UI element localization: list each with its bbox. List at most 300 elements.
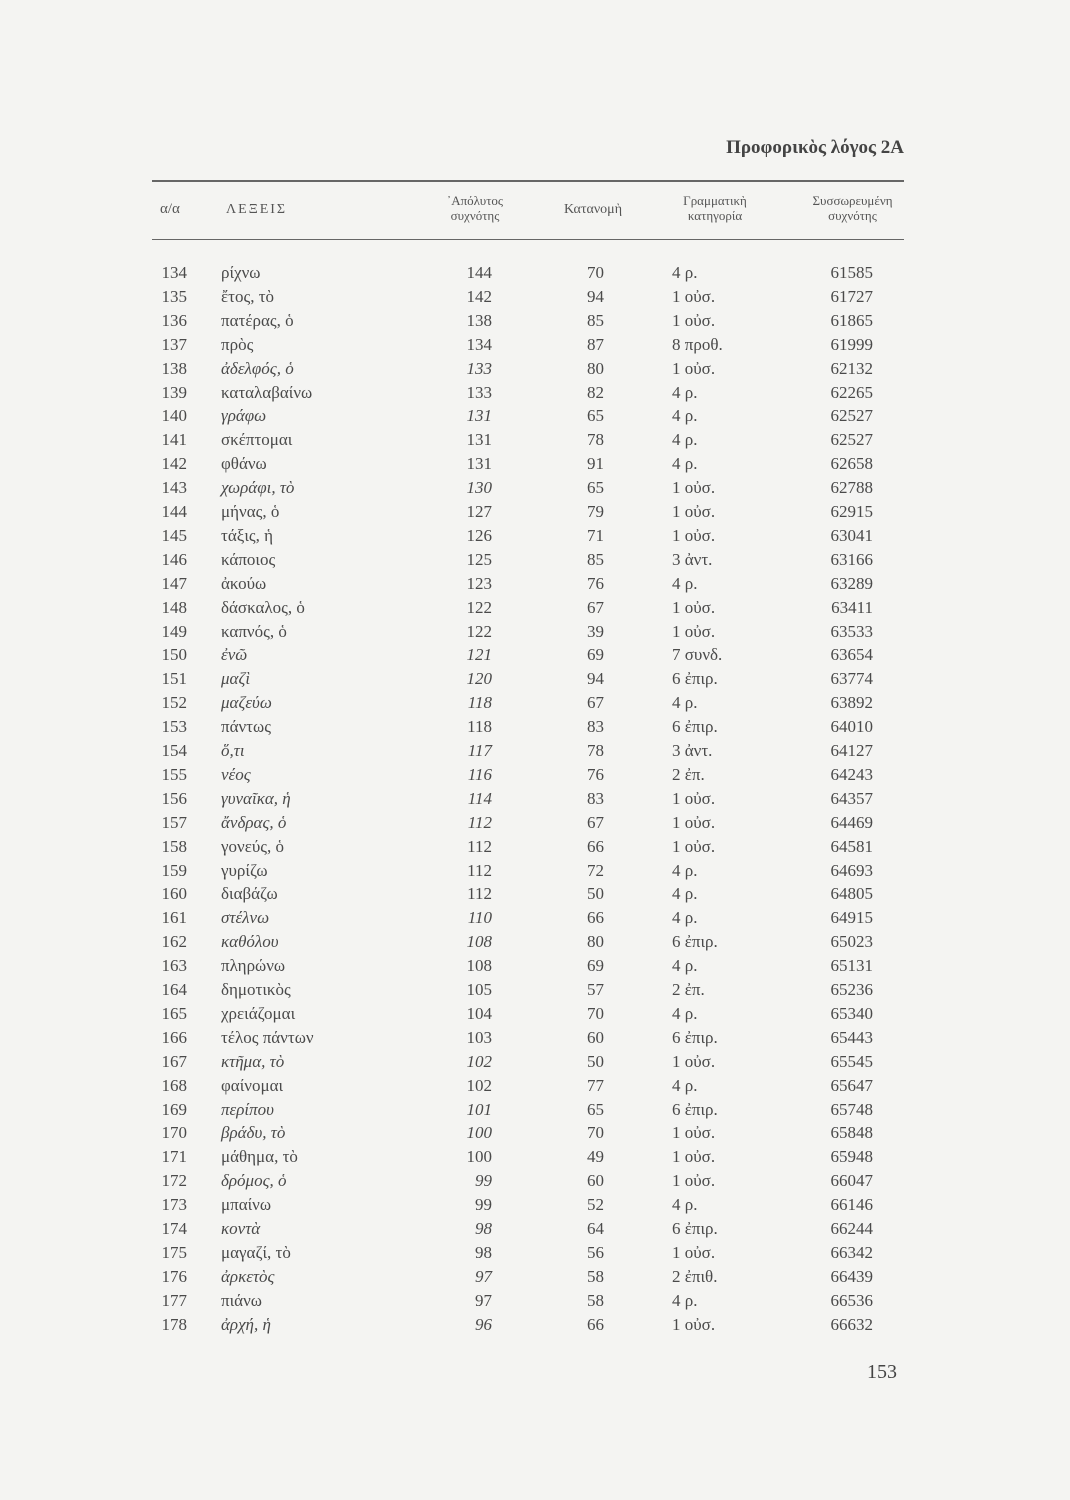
table-row (0, 404, 1070, 428)
row-word: χρειάζομαι (221, 1003, 296, 1023)
header-index: α/α (160, 201, 180, 217)
row-grammatical-category: 1 οὐσ. (672, 812, 716, 832)
row-cumulative-frequency: 65848 (830, 1123, 873, 1143)
row-index: 143 (161, 478, 187, 498)
row-cumulative-frequency: 65236 (830, 980, 873, 999)
row-word: ἄνδρας, ὁ (221, 812, 287, 832)
row-absolute-frequency: 112 (467, 884, 492, 904)
row-distribution: 67 (587, 597, 604, 617)
row-cumulative-frequency: 66536 (830, 1290, 873, 1310)
row-distribution: 65 (587, 406, 604, 426)
row-grammatical-category: 6 ἐπιρ. (672, 1027, 718, 1047)
row-cumulative-frequency: 61999 (830, 334, 873, 354)
row-index: 175 (161, 1242, 187, 1262)
row-grammatical-category: 1 οὐσ. (672, 1171, 716, 1191)
row-word: ἀδελφός, ὁ (221, 358, 294, 378)
row-absolute-frequency: 96 (475, 1314, 492, 1334)
table-header-rule (152, 239, 904, 240)
table-row (0, 811, 1070, 835)
table-row (0, 596, 1070, 620)
row-absolute-frequency: 118 (467, 693, 492, 713)
table-row (0, 643, 1070, 667)
table-row (0, 667, 1070, 691)
row-absolute-frequency: 98 (475, 1219, 492, 1238)
row-grammatical-category: 3 ἀντ. (672, 549, 713, 569)
row-grammatical-category: 4 ρ. (672, 1290, 698, 1310)
row-index: 178 (161, 1314, 187, 1334)
row-index: 139 (161, 382, 187, 402)
row-absolute-frequency: 123 (466, 573, 492, 593)
row-cumulative-frequency: 62915 (830, 502, 873, 521)
row-distribution: 78 (587, 741, 604, 760)
row-index: 156 (161, 788, 187, 808)
row-absolute-frequency: 97 (475, 1290, 492, 1310)
row-cumulative-frequency: 66632 (830, 1314, 873, 1334)
row-word: ἀρχή, ἡ (221, 1314, 271, 1334)
page-number: 153 (867, 1361, 897, 1383)
row-word: πληρώνω (221, 956, 286, 976)
row-absolute-frequency: 122 (466, 597, 492, 617)
row-grammatical-category: 7 συνδ. (672, 645, 723, 665)
row-cumulative-frequency: 62132 (830, 358, 873, 378)
row-cumulative-frequency: 64010 (830, 717, 873, 737)
row-cumulative-frequency: 66146 (830, 1195, 873, 1215)
row-cumulative-frequency: 61865 (830, 310, 873, 330)
row-absolute-frequency: 108 (466, 956, 492, 976)
row-index: 172 (161, 1171, 187, 1191)
row-absolute-frequency: 112 (467, 812, 492, 832)
header-absolute-frequency (425, 193, 525, 223)
row-absolute-frequency: 130 (466, 478, 492, 498)
row-grammatical-category: 1 οὐσ. (672, 1123, 716, 1143)
row-distribution: 80 (587, 358, 604, 378)
row-absolute-frequency: 127 (466, 502, 492, 521)
table-row (0, 1217, 1070, 1241)
row-cumulative-frequency: 66439 (830, 1266, 873, 1286)
row-distribution: 70 (587, 263, 604, 282)
row-word: δημοτικὸς (221, 980, 291, 999)
row-distribution: 70 (587, 1123, 604, 1143)
table-row (0, 859, 1070, 883)
row-cumulative-frequency: 63533 (830, 621, 873, 641)
row-index: 147 (161, 573, 187, 593)
header-absolute-frequency-line1: ᾿Απόλυτος (446, 193, 504, 208)
header-cumulative-frequency-line2: συχνότης (828, 208, 877, 223)
table-row (0, 787, 1070, 811)
row-absolute-frequency: 134 (466, 334, 492, 354)
table-row (0, 357, 1070, 381)
row-word: γονεύς, ὁ (221, 836, 284, 856)
row-distribution: 49 (587, 1147, 604, 1167)
row-absolute-frequency: 142 (466, 286, 492, 306)
row-grammatical-category: 4 ρ. (672, 454, 698, 474)
row-absolute-frequency: 100 (466, 1123, 492, 1143)
row-absolute-frequency: 114 (467, 788, 492, 808)
row-distribution: 65 (587, 1099, 604, 1119)
header-grammatical-category-line1: Γραμματικὴ (683, 193, 747, 208)
row-cumulative-frequency: 64469 (830, 812, 873, 832)
row-index: 161 (161, 908, 187, 928)
row-index: 157 (161, 812, 187, 832)
table-row (0, 1026, 1070, 1050)
table-row (0, 381, 1070, 405)
row-word: μπαίνω (221, 1195, 272, 1215)
row-grammatical-category: 1 οὐσ. (672, 788, 716, 808)
row-grammatical-category: 4 ρ. (672, 382, 698, 402)
header-grammatical-category-line2: κατηγορία (687, 208, 743, 223)
running-head: Προφορικὸς λόγος 2Α (726, 137, 904, 158)
row-index: 151 (161, 669, 187, 689)
row-grammatical-category: 8 προθ. (672, 334, 723, 354)
row-word: ἔτος, τὸ (221, 286, 275, 306)
row-index: 165 (161, 1003, 187, 1023)
row-word: σκέπτομαι (221, 430, 293, 450)
row-grammatical-category: 2 ἐπ. (672, 980, 705, 999)
row-cumulative-frequency: 66342 (830, 1242, 873, 1262)
table-row (0, 333, 1070, 357)
row-word: χωράφι, τὸ (221, 478, 295, 498)
row-word: βράδυ, τὸ (221, 1123, 286, 1143)
row-grammatical-category: 4 ρ. (672, 430, 698, 450)
row-grammatical-category: 2 ἐπιθ. (672, 1266, 718, 1286)
row-grammatical-category: 4 ρ. (672, 406, 698, 426)
row-cumulative-frequency: 64693 (830, 860, 873, 880)
row-grammatical-category: 3 ἀντ. (672, 741, 713, 760)
row-cumulative-frequency: 64805 (830, 884, 873, 904)
row-index: 142 (161, 454, 187, 474)
header-cumulative-frequency-line1: Συσσωρευμένη (812, 193, 893, 208)
row-cumulative-frequency: 63774 (830, 669, 873, 689)
row-cumulative-frequency: 63166 (830, 549, 873, 569)
table-row (0, 691, 1070, 715)
row-distribution: 50 (587, 884, 604, 904)
row-index: 134 (161, 263, 187, 282)
row-distribution: 69 (587, 956, 604, 976)
table-row (0, 524, 1070, 548)
row-word: καταλαβαίνω (221, 382, 313, 402)
table-row (0, 1074, 1070, 1098)
row-cumulative-frequency: 63041 (830, 525, 873, 545)
row-word: κτῆμα, τὸ (221, 1051, 285, 1071)
table-row (0, 500, 1070, 524)
row-cumulative-frequency: 64357 (830, 788, 873, 808)
row-distribution: 58 (587, 1290, 604, 1310)
row-distribution: 76 (587, 764, 604, 784)
row-grammatical-category: 6 ἐπιρ. (672, 1099, 718, 1119)
table-row (0, 1265, 1070, 1289)
row-cumulative-frequency: 61727 (830, 286, 873, 306)
row-word: φαίνομαι (221, 1075, 284, 1095)
table-row (0, 620, 1070, 644)
row-distribution: 87 (587, 334, 604, 354)
row-distribution: 60 (587, 1027, 604, 1047)
row-word: κάποιος (221, 549, 276, 569)
table-row (0, 1002, 1070, 1026)
row-absolute-frequency: 100 (466, 1147, 492, 1167)
row-word: τάξις, ἡ (221, 525, 274, 545)
row-absolute-frequency: 116 (467, 764, 492, 784)
table-row (0, 428, 1070, 452)
row-grammatical-category: 1 οὐσ. (672, 358, 716, 378)
row-distribution: 69 (587, 645, 604, 665)
row-absolute-frequency: 105 (466, 980, 492, 999)
table-top-rule (152, 180, 904, 182)
row-grammatical-category: 1 οὐσ. (672, 836, 716, 856)
row-absolute-frequency: 101 (466, 1099, 492, 1119)
row-cumulative-frequency: 62658 (830, 454, 873, 474)
row-distribution: 78 (587, 430, 604, 450)
table-row (0, 1098, 1070, 1122)
row-grammatical-category: 4 ρ. (672, 884, 698, 904)
row-word: στέλνω (221, 908, 270, 928)
row-index: 153 (161, 717, 187, 737)
row-word: πάντως (221, 717, 271, 737)
table-row (0, 882, 1070, 906)
row-word: μάθημα, τὸ (221, 1147, 298, 1167)
table-row (0, 930, 1070, 954)
row-distribution: 60 (587, 1171, 604, 1191)
row-distribution: 67 (587, 693, 604, 713)
row-grammatical-category: 4 ρ. (672, 573, 698, 593)
row-grammatical-category: 1 οὐσ. (672, 502, 716, 521)
row-word: μαγαζί, τὸ (221, 1242, 291, 1262)
table-row (0, 1193, 1070, 1217)
row-distribution: 64 (587, 1219, 604, 1238)
table-row (0, 739, 1070, 763)
row-index: 135 (161, 286, 187, 306)
row-index: 145 (161, 525, 187, 545)
row-index: 137 (161, 334, 187, 354)
row-grammatical-category: 4 ρ. (672, 860, 698, 880)
table-row (0, 715, 1070, 739)
row-grammatical-category: 4 ρ. (672, 263, 698, 282)
row-absolute-frequency: 125 (466, 549, 492, 569)
row-grammatical-category: 6 ἐπιρ. (672, 1219, 718, 1238)
row-absolute-frequency: 120 (466, 669, 492, 689)
table-row (0, 1289, 1070, 1313)
row-word: καθόλου (221, 932, 279, 952)
row-grammatical-category: 1 οὐσ. (672, 597, 716, 617)
row-index: 158 (161, 836, 187, 856)
row-distribution: 85 (587, 310, 604, 330)
table-row (0, 835, 1070, 859)
row-word: περίπου (221, 1099, 274, 1119)
row-word: πατέρας, ὁ (221, 310, 294, 330)
row-distribution: 65 (587, 478, 604, 498)
row-distribution: 83 (587, 717, 604, 737)
row-grammatical-category: 1 οὐσ. (672, 1314, 716, 1334)
row-grammatical-category: 1 οὐσ. (672, 621, 716, 641)
row-distribution: 91 (587, 454, 604, 474)
row-absolute-frequency: 133 (466, 382, 492, 402)
row-index: 136 (161, 310, 187, 330)
row-absolute-frequency: 112 (467, 860, 492, 880)
row-distribution: 83 (587, 788, 604, 808)
header-distribution: Κατανομὴ (563, 202, 623, 217)
row-cumulative-frequency: 64243 (830, 764, 873, 784)
row-index: 155 (161, 764, 187, 784)
row-absolute-frequency: 98 (475, 1242, 492, 1262)
table-row (0, 763, 1070, 787)
row-grammatical-category: 6 ἐπιρ. (672, 717, 718, 737)
row-absolute-frequency: 97 (475, 1266, 492, 1286)
row-distribution: 39 (587, 621, 604, 641)
row-absolute-frequency: 102 (466, 1051, 492, 1071)
row-index: 140 (161, 406, 187, 426)
row-grammatical-category: 6 ἐπιρ. (672, 669, 718, 689)
row-absolute-frequency: 110 (467, 908, 492, 928)
row-cumulative-frequency: 65443 (830, 1027, 873, 1047)
row-grammatical-category: 4 ρ. (672, 1003, 698, 1023)
row-cumulative-frequency: 65647 (830, 1075, 873, 1095)
row-word: ρίχνω (221, 263, 261, 282)
table-row (0, 548, 1070, 572)
row-distribution: 79 (587, 502, 604, 521)
row-grammatical-category: 6 ἐπιρ. (672, 932, 718, 952)
row-distribution: 77 (587, 1075, 604, 1095)
row-absolute-frequency: 117 (467, 741, 492, 760)
row-word: πρὸς (221, 334, 254, 354)
row-cumulative-frequency: 64581 (830, 836, 873, 856)
row-word: φθάνω (221, 454, 267, 474)
row-cumulative-frequency: 61585 (830, 263, 873, 282)
table-row (0, 1121, 1070, 1145)
row-word: γυναῖκα, ἡ (221, 788, 291, 808)
table-row (0, 1241, 1070, 1265)
row-index: 171 (161, 1147, 187, 1167)
row-index: 160 (161, 884, 187, 904)
row-grammatical-category: 1 οὐσ. (672, 525, 716, 545)
row-word: διαβάζω (221, 884, 278, 904)
row-distribution: 52 (587, 1195, 604, 1215)
row-absolute-frequency: 121 (466, 645, 492, 665)
row-grammatical-category: 1 οὐσ. (672, 1147, 716, 1167)
row-cumulative-frequency: 62265 (830, 382, 873, 402)
table-row (0, 452, 1070, 476)
row-cumulative-frequency: 64915 (830, 908, 873, 928)
row-index: 177 (161, 1290, 187, 1310)
row-word: καπνός, ὁ (221, 621, 287, 641)
row-grammatical-category: 4 ρ. (672, 693, 698, 713)
row-index: 174 (161, 1219, 187, 1238)
row-distribution: 71 (587, 525, 604, 545)
row-absolute-frequency: 103 (466, 1027, 492, 1047)
row-distribution: 80 (587, 932, 604, 952)
row-index: 141 (161, 430, 187, 450)
row-cumulative-frequency: 65948 (830, 1147, 873, 1167)
row-absolute-frequency: 126 (466, 525, 492, 545)
row-distribution: 57 (587, 980, 604, 999)
row-index: 154 (161, 741, 187, 760)
row-cumulative-frequency: 66244 (830, 1219, 873, 1238)
row-grammatical-category: 1 οὐσ. (672, 310, 716, 330)
row-distribution: 72 (587, 860, 604, 880)
row-word: ἀκούω (221, 573, 267, 593)
row-cumulative-frequency: 65131 (830, 956, 873, 976)
row-absolute-frequency: 99 (475, 1195, 492, 1215)
row-word: γράφω (221, 406, 267, 426)
row-distribution: 66 (587, 1314, 604, 1334)
row-cumulative-frequency: 63892 (830, 693, 873, 713)
row-distribution: 94 (587, 669, 604, 689)
row-absolute-frequency: 131 (466, 406, 492, 426)
row-absolute-frequency: 122 (466, 621, 492, 641)
row-absolute-frequency: 108 (466, 932, 492, 952)
row-cumulative-frequency: 66047 (830, 1171, 873, 1191)
row-cumulative-frequency: 62527 (830, 406, 873, 426)
table-row (0, 572, 1070, 596)
row-distribution: 82 (587, 382, 604, 402)
row-distribution: 66 (587, 836, 604, 856)
row-cumulative-frequency: 64127 (830, 741, 873, 760)
row-cumulative-frequency: 65545 (830, 1051, 873, 1071)
row-index: 166 (161, 1027, 187, 1047)
row-index: 148 (161, 597, 187, 617)
row-grammatical-category: 4 ρ. (672, 1195, 698, 1215)
row-distribution: 67 (587, 812, 604, 832)
table-row (0, 285, 1070, 309)
row-word: τέλος πάντων (221, 1027, 314, 1047)
table-row (0, 309, 1070, 333)
row-cumulative-frequency: 63654 (830, 645, 873, 665)
row-word: μήνας, ὁ (221, 502, 280, 521)
row-index: 162 (161, 932, 187, 952)
table-row (0, 1050, 1070, 1074)
header-cumulative-frequency (795, 193, 910, 223)
row-index: 169 (161, 1099, 187, 1119)
row-word: ἐνῶ (221, 645, 248, 665)
row-absolute-frequency: 99 (475, 1171, 492, 1191)
table-row (0, 476, 1070, 500)
row-index: 176 (161, 1266, 187, 1286)
row-index: 168 (161, 1075, 187, 1095)
row-index: 150 (161, 645, 187, 665)
table-row (0, 1169, 1070, 1193)
row-word: νέος (221, 764, 251, 784)
row-absolute-frequency: 131 (466, 430, 492, 450)
row-cumulative-frequency: 65340 (830, 1003, 873, 1023)
row-distribution: 94 (587, 286, 604, 306)
row-distribution: 58 (587, 1266, 604, 1286)
row-word: κοντὰ (221, 1219, 261, 1238)
table-row (0, 906, 1070, 930)
row-index: 163 (161, 956, 187, 976)
row-index: 144 (161, 502, 187, 521)
row-index: 164 (161, 980, 187, 999)
row-distribution: 50 (587, 1051, 604, 1071)
row-cumulative-frequency: 63411 (831, 597, 873, 617)
row-index: 138 (161, 358, 187, 378)
row-grammatical-category: 1 οὐσ. (672, 1051, 716, 1071)
row-word: πιάνω (221, 1290, 262, 1310)
row-cumulative-frequency: 65023 (830, 932, 873, 952)
row-absolute-frequency: 131 (466, 454, 492, 474)
row-absolute-frequency: 144 (466, 263, 492, 282)
row-grammatical-category: 2 ἐπ. (672, 764, 705, 784)
row-grammatical-category: 1 οὐσ. (672, 1242, 716, 1262)
row-grammatical-category: 4 ρ. (672, 908, 698, 928)
row-index: 167 (161, 1051, 187, 1071)
row-cumulative-frequency: 65748 (830, 1099, 873, 1119)
table-row (0, 954, 1070, 978)
row-grammatical-category: 1 οὐσ. (672, 478, 716, 498)
row-absolute-frequency: 112 (467, 836, 492, 856)
row-cumulative-frequency: 63289 (830, 573, 873, 593)
table-row (0, 1313, 1070, 1337)
row-word: μαζεύω (221, 693, 272, 713)
row-distribution: 56 (587, 1242, 604, 1262)
row-grammatical-category: 4 ρ. (672, 956, 698, 976)
